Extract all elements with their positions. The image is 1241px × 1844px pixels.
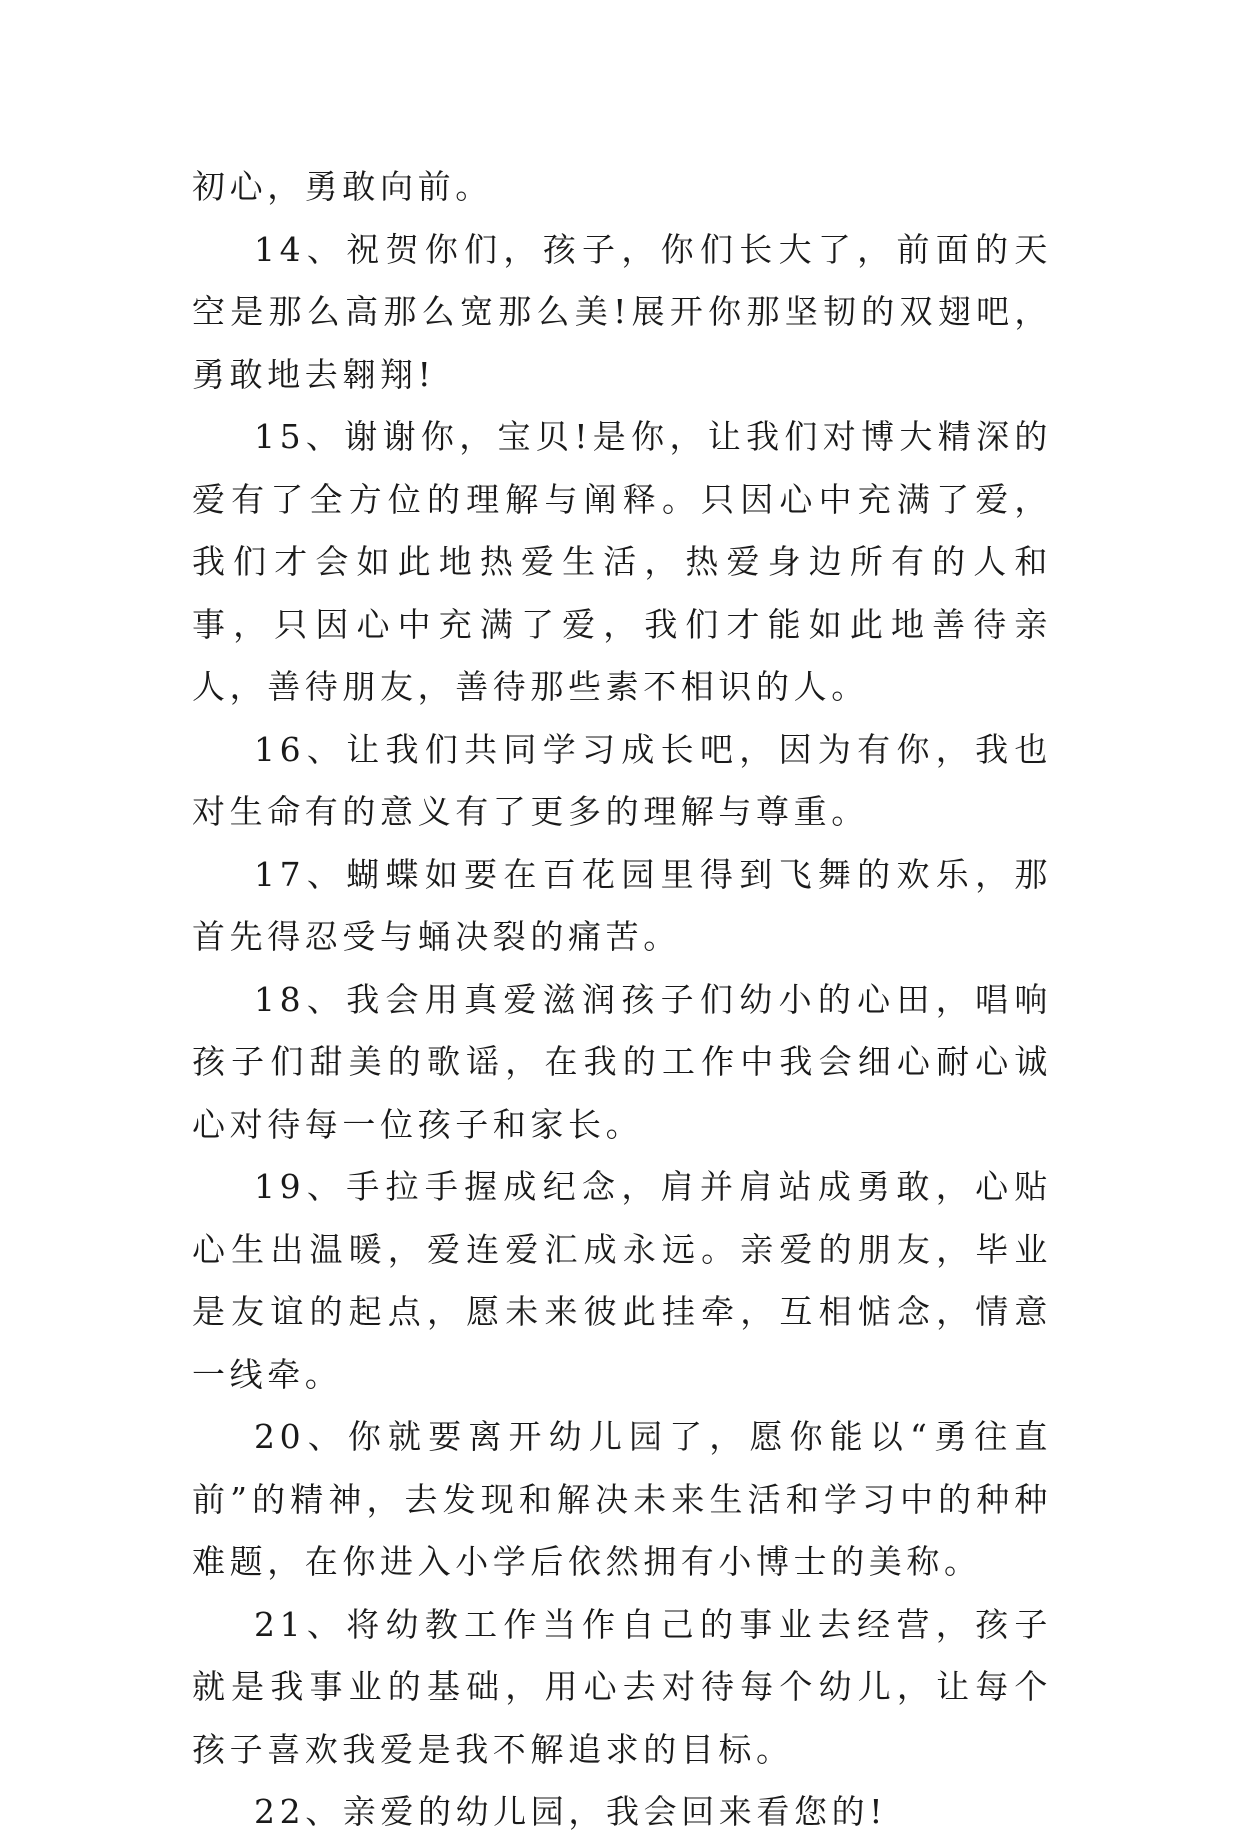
document-body <box>192 156 1052 1844</box>
paragraph-item-21: 21、将幼教工作当作自己的事业去经营，孩子就是我事业的基础，用心去对待每个幼儿，让每个孩子喜欢我爱是我不解追求的目标。 <box>192 1604 1052 1769</box>
paragraph-continuation: 初心，勇敢向前。 <box>192 167 493 206</box>
paragraph-item-22: 22、亲爱的幼儿园，我会回来看您的! <box>254 1792 888 1831</box>
paragraph-item-16: 16、让我们共同学习成长吧，因为有你，我也对生命有的意义有了更多的理解与尊重。 <box>192 729 1052 831</box>
paragraph-item-19: 19、手拉手握成纪念，肩并肩站成勇敢，心贴心生出温暖，爱连爱汇成永远。亲爱的朋友，毕业是友谊的起点，愿未来彼此挂牵，互相惦念，情意一线牵。 <box>192 1167 1052 1394</box>
paragraph-item-15: 15、谢谢你，宝贝!是你，让我们对博大精深的爱有了全方位的理解与阐释。只因心中充满了爱，我们才会如此地热爱生活，热爱身边所有的人和事，只因心中充满了爱，我们才能如此地善待亲人，善待朋友，善待那些素不相识的人。 <box>192 417 1052 706</box>
paragraph-item-17: 17、蝴蝶如要在百花园里得到飞舞的欢乐，那首先得忍受与蛹决裂的痛苦。 <box>192 854 1052 956</box>
paragraph-item-18: 18、我会用真爱滋润孩子们幼小的心田，唱响孩子们甜美的歌谣，在我的工作中我会细心耐心诚心对待每一位孩子和家长。 <box>192 979 1052 1144</box>
paragraph-item-14: 14、祝贺你们，孩子，你们长大了，前面的天空是那么高那么宽那么美!展开你那坚韧的双翅吧，勇敢地去翱翔! <box>192 229 1052 394</box>
paragraph-item-20: 20、你就要离开幼儿园了，愿你能以“勇往直前”的精神，去发现和解决未来生活和学习中的种种难题，在你进入小学后依然拥有小博士的美称。 <box>192 1417 1052 1581</box>
